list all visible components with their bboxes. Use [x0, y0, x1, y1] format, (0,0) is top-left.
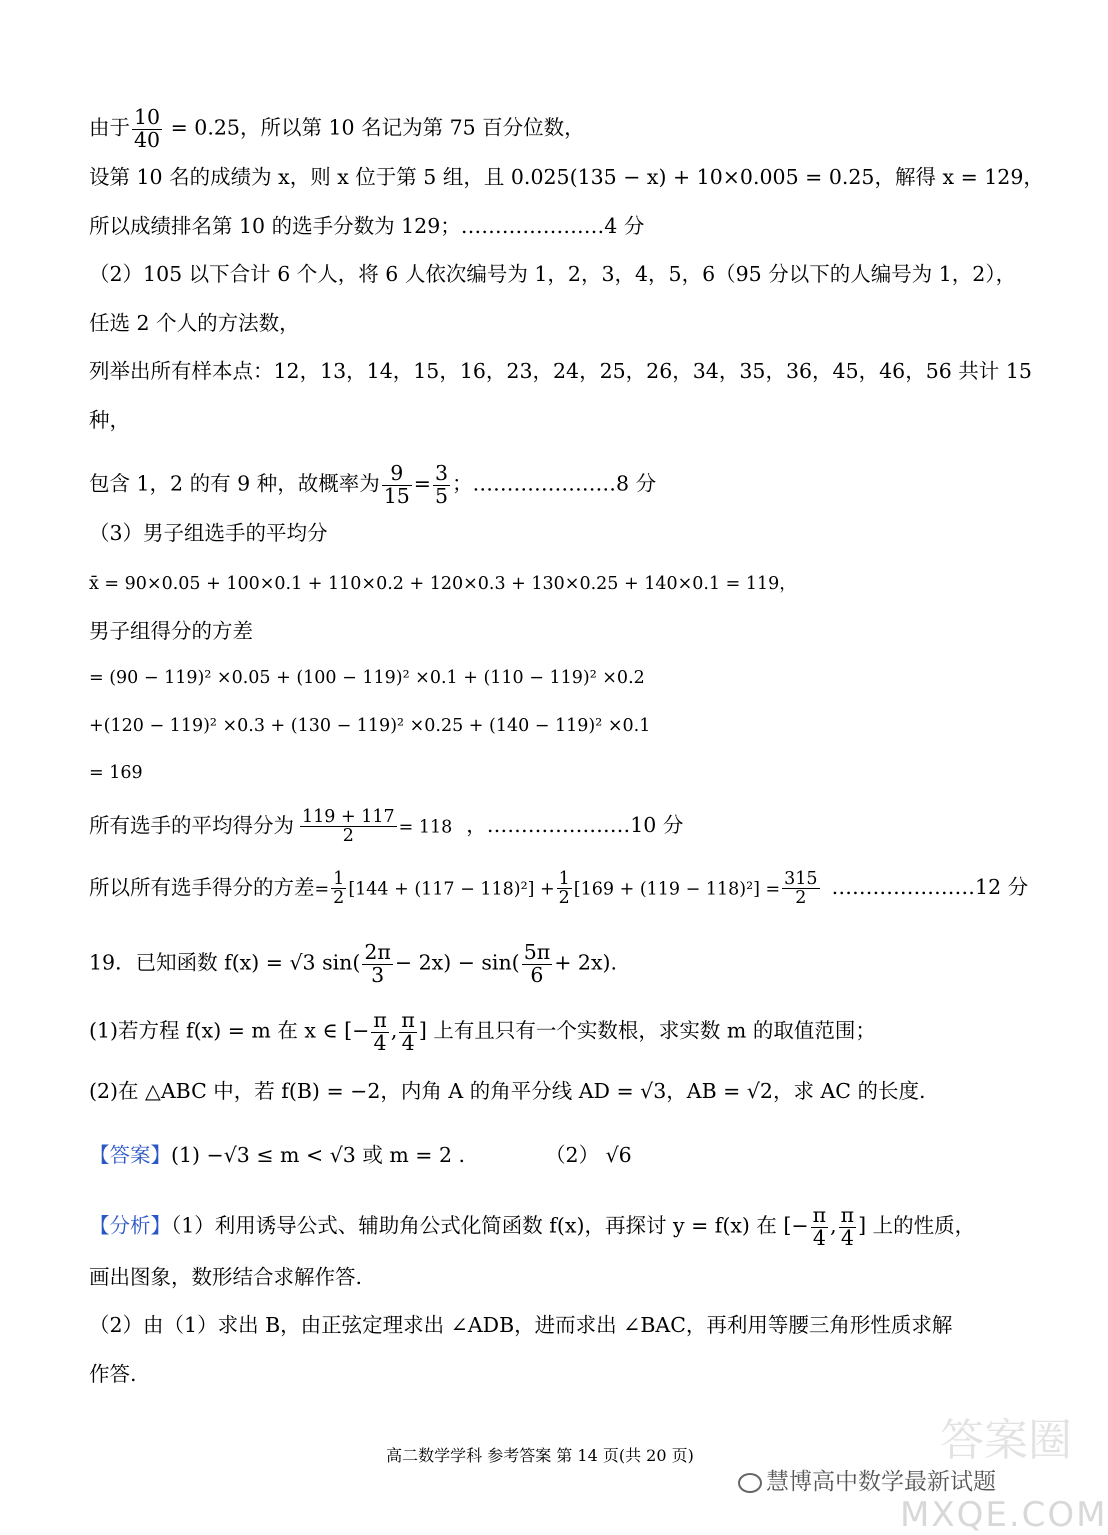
fraction: $\frac{\pi}{4}$	[373, 1008, 387, 1055]
line-13: +(120 − 119)² ×0.3 + (130 − 119)² ×0.25 + (140 − 119)² ×0.1	[89, 716, 651, 736]
watermark: 慧博高中数学最新试题	[738, 1463, 996, 1496]
fraction: $\frac{\pi}{4}$	[401, 1008, 415, 1055]
line-2: 设第 10 名的成绩为 x，则 x 位于第 5 组，且 0.025(135 − x) + 10×0.005 = 0.25，解得 x = 129，	[89, 165, 1044, 189]
line-22: 画出图象，数形结合求解作答.	[89, 1265, 363, 1289]
watermark-logo: 答案圈	[940, 1415, 1072, 1466]
line-21: 【分析】（1）利用诱导公式、辅助角公式化简函数 f(x)，再探讨 y = f(x) 在 [− $\frac{\pi}{4}$ , $\frac{\pi}{4}$ ] 上的性质，	[89, 1203, 976, 1250]
fraction: $\frac{5\pi}{6}$	[523, 940, 551, 987]
line-5: 任选 2 个人的方法数，	[89, 311, 300, 335]
line-3: 所以成绩排名第 10 的选手分数为 129；…………………4 分	[89, 214, 645, 238]
line-18: (1)若方程 f(x) = m 在 x ∈ [− $\frac{\pi}{4}$ , $\frac{\pi}{4}$ ] 上有且只有一个实数根，求实数 m 的取值范围；	[89, 1008, 876, 1055]
line-11: 男子组得分的方差	[89, 619, 253, 643]
fraction: $\frac{10}{40}$	[134, 105, 161, 152]
line-9: （3）男子组选手的平均分	[89, 521, 328, 545]
fraction: $\frac{2\pi}{3}$	[364, 940, 391, 987]
fraction: $\frac{\pi}{4}$	[840, 1203, 855, 1250]
line-20: 【答案】(1) −√3 ≤ m < √3 或 m = 2 . （2） √6	[89, 1143, 632, 1167]
wechat-icon	[738, 1473, 762, 1493]
watermark-site: MXQE.COM	[900, 1495, 1108, 1535]
line-8: 包含 1，2 的有 9 种，故概率为 $\frac{9}{15}$ = $\frac{3}{5}$ ；…………………8 分	[89, 461, 657, 508]
line-16: 所以所有选手得分的方差= $\frac{1}{2}$ [144 + (117 − 118)²] + $\frac{1}{2}$ [169 + (119 − 118)²] = $\frac{315}{2}$ …………………12 分	[89, 869, 1029, 909]
fraction: $\frac{315}{2}$	[784, 869, 818, 909]
fraction: $\frac{\pi}{4}$	[812, 1203, 827, 1250]
line-6: 列举出所有样本点：12，13，14，15，16，23，24，25，26，34，35，36，45，46，56 共计 15	[89, 359, 1032, 383]
line-7: 种，	[89, 408, 130, 432]
fraction: $\frac{3}{5}$	[434, 461, 449, 508]
line-10: x̄ = 90×0.05 + 100×0.1 + 110×0.2 + 120×0.3 + 130×0.25 + 140×0.1 = 119，	[89, 574, 797, 594]
page-footer: 高二数学学科 参考答案 第 14 页(共 20 页)	[386, 1446, 694, 1465]
line-17: 19．已知函数 f(x) = √3 sin( $\frac{2\pi}{3}$ − 2x) − sin( $\frac{5\pi}{6}$ + 2x).	[89, 940, 618, 987]
line-23: （2）由（1）求出 B，由正弦定理求出 ∠ADB，进而求出 ∠BAC，再利用等腰三角形性质求解	[89, 1313, 953, 1337]
fraction: $\frac{1}{2}$	[558, 869, 570, 909]
fraction: $\frac{1}{2}$	[333, 869, 345, 909]
fraction: $\frac{9}{15}$	[383, 461, 410, 508]
fraction: $\frac{119 + 117}{2}$	[302, 807, 395, 847]
analysis-tag: 【分析】	[89, 1213, 171, 1238]
line-19: (2)在 △ABC 中，若 f(B) = −2，内角 A 的角平分线 AD = √3，AB = √2，求 AC 的长度.	[89, 1079, 926, 1103]
line-14: = 169	[89, 763, 143, 783]
line-12: = (90 − 119)² ×0.05 + (100 − 119)² ×0.1 + (110 − 119)² ×0.2	[89, 668, 645, 688]
line-4: （2）105 以下合计 6 个人，将 6 人依次编号为 1，2，3，4，5，6（95 分以下的人编号为 1，2），	[89, 262, 1017, 286]
answer-tag: 【答案】	[89, 1143, 171, 1167]
line-1: 由于 $\frac{10}{40}$ = 0.25，所以第 10 名记为第 75 百分位数，	[89, 105, 585, 152]
line-24: 作答.	[89, 1362, 137, 1386]
line-15: 所有选手的平均得分为 $\frac{119 + 117}{2}$ = 118 ，…………………10 分	[89, 807, 684, 847]
